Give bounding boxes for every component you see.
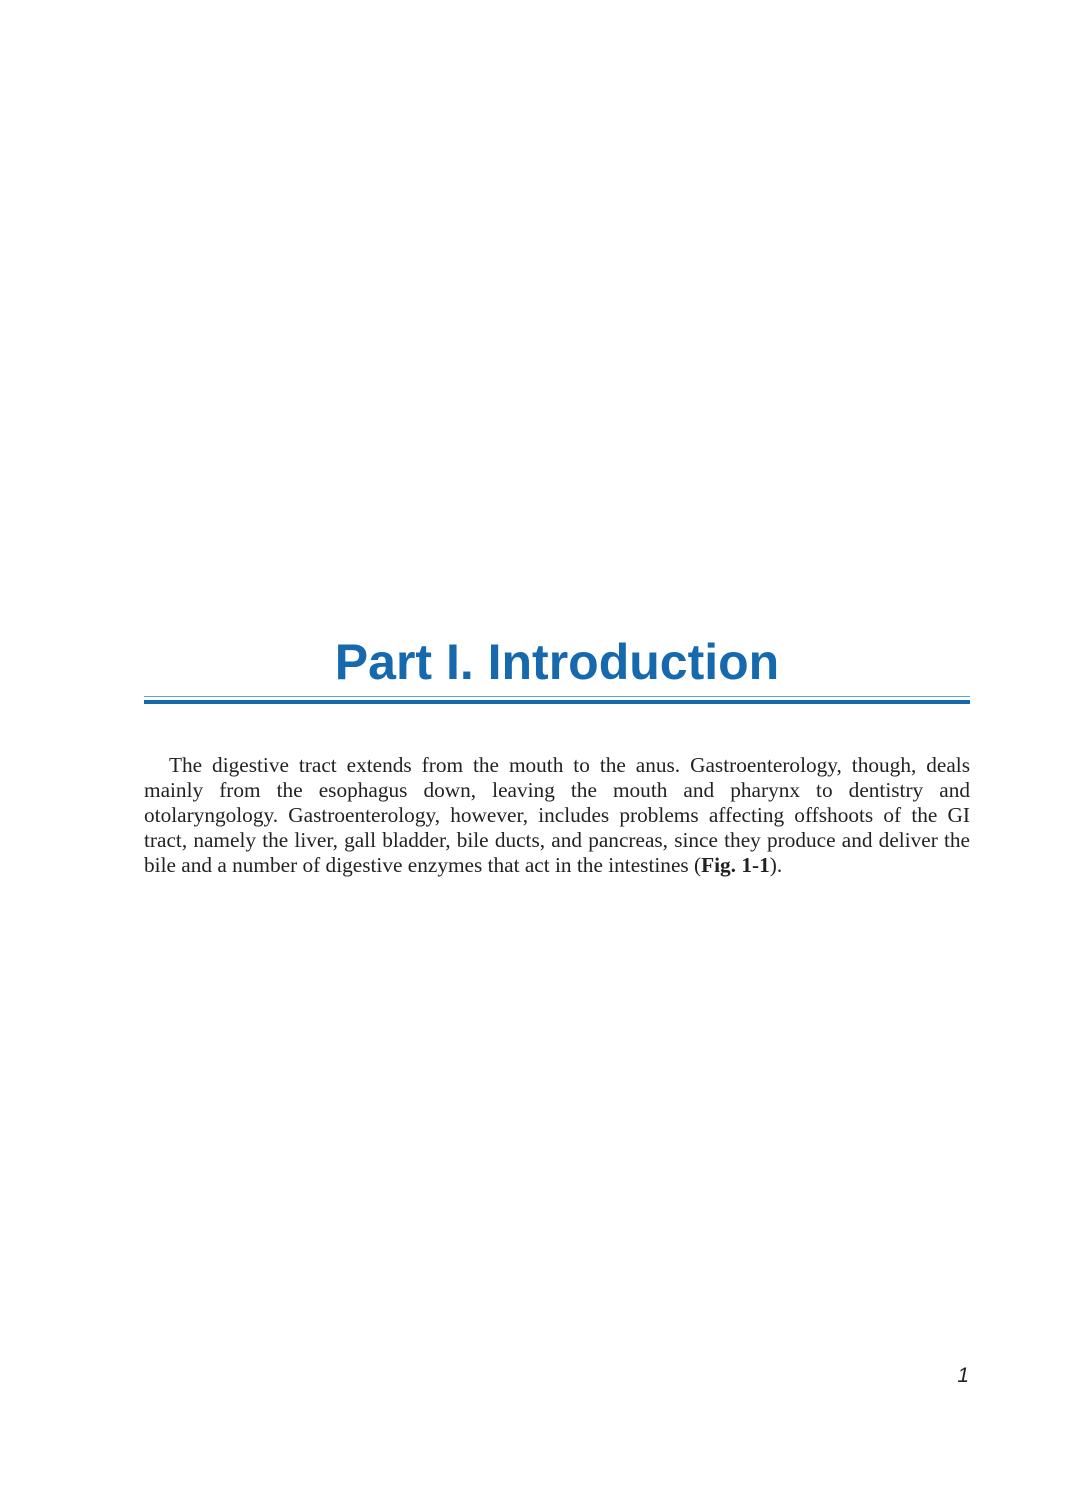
title-divider-thick-line bbox=[144, 700, 970, 704]
intro-paragraph bbox=[144, 753, 970, 878]
figure-reference: Fig. 1-1 bbox=[701, 853, 770, 877]
title-divider bbox=[144, 696, 970, 704]
intro-paragraph-text: The digestive tract extends from the mouth to the anus. Gastroenterology, though, deals mainly from the esophagus down, leaving the mouth and pharynx to dentistry and otolaryngology. Gastroenterology, however, includes problems affecting offshoots of the GI tract, namely the liver, gall bladder, bile ducts, and pancreas, since they produce and deliver the bile and a number of digestive enzymes that act in the intestines ( bbox=[144, 753, 970, 877]
part-title: Part I. Introduction bbox=[334, 634, 780, 690]
page-number: 1 bbox=[957, 1364, 969, 1387]
intro-paragraph-end: ). bbox=[769, 853, 783, 877]
